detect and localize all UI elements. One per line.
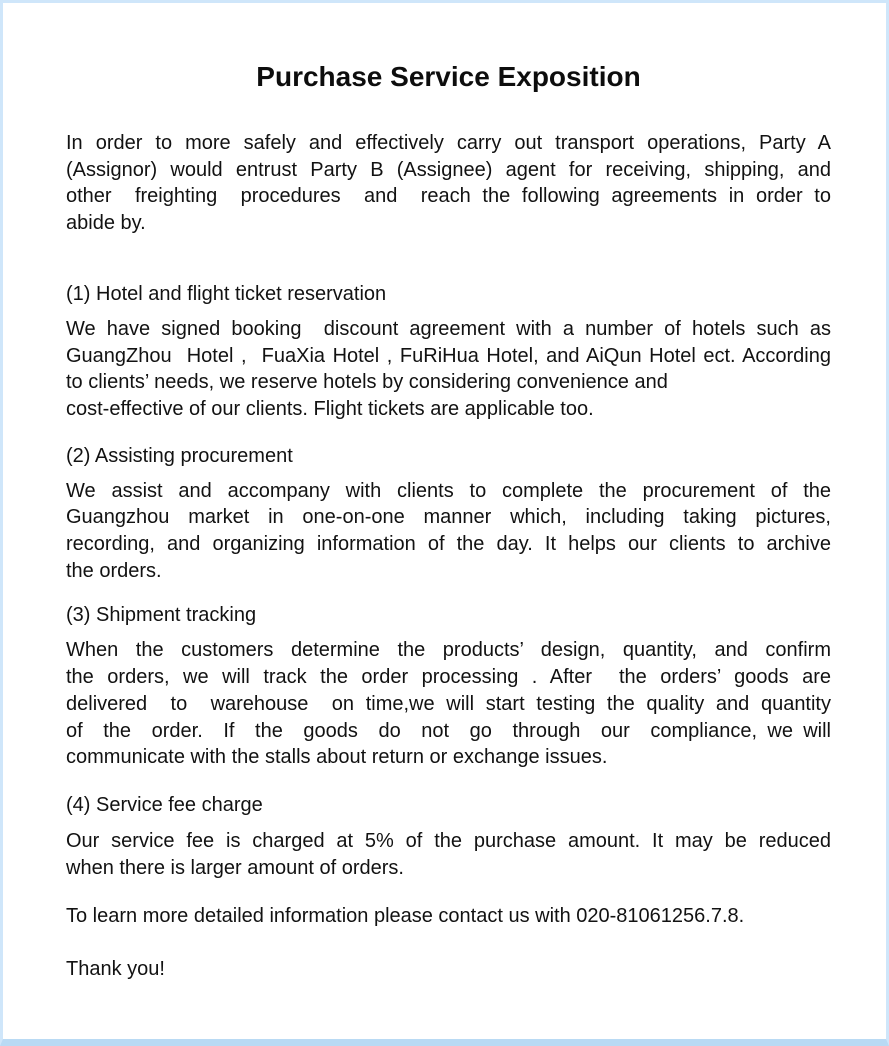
text-line: abide by.	[66, 212, 146, 235]
section-2-heading: (2) Assisting procurement	[66, 444, 293, 467]
contact-line: To learn more detailed information please contact us with 020-81061256.7.8.	[66, 905, 745, 928]
text-line: (Assignor) would entrust Party B (Assignee) agent for receiving, shipping, and	[66, 158, 831, 181]
text-line: the orders.	[66, 559, 162, 582]
text-line: We have signed booking discount agreement with a number of hotels such as	[66, 317, 831, 340]
contact-paragraph	[66, 903, 831, 930]
document-title: Purchase Service Exposition	[256, 61, 641, 92]
text-line: when there is larger amount of orders.	[66, 856, 404, 879]
text-line: to clients’ needs, we reserve hotels by considering convenience and	[66, 371, 668, 394]
text-line: other freighting procedures and reach the following agreements in order to	[66, 185, 831, 208]
text-line: the orders, we will track the order processing . After the orders’ goods are	[66, 666, 831, 689]
text-line: communicate with the stalls about return or exchange issues.	[66, 746, 608, 769]
text-line: delivered to warehouse on time,we will start testing the quality and quantity	[66, 692, 831, 715]
section-4-body	[66, 828, 831, 881]
intro-paragraph	[66, 130, 831, 237]
text-line: Guangzhou market in one-on-one manner which, including taking pictures,	[66, 506, 831, 529]
section-1-heading: (1) Hotel and flight ticket reservation	[66, 282, 387, 305]
text-line: cost-effective of our clients. Flight tickets are applicable too.	[66, 397, 594, 420]
section-2-body	[66, 478, 831, 585]
section-3-heading: (3) Shipment tracking	[66, 604, 257, 627]
text-line: of the order. If the goods do not go through our compliance, we will	[66, 719, 831, 742]
closing-paragraph	[66, 956, 831, 983]
text-line: When the customers determine the products’ design, quantity, and confirm	[66, 639, 831, 662]
text-line: Our service fee is charged at 5% of the purchase amount. It may be reduced	[66, 829, 831, 852]
text-line: We assist and accompany with clients to complete the procurement of the	[66, 479, 831, 502]
text-line: GuangZhou Hotel , FuaXia Hotel , FuRiHua Hotel, and AiQun Hotel ect. According	[66, 344, 831, 367]
closing-line: Thank you!	[66, 958, 165, 981]
section-4-heading: (4) Service fee charge	[66, 793, 263, 816]
text-line: recording, and organizing information of the day. It helps our clients to archive	[66, 533, 831, 556]
text-line: In order to more safely and effectively carry out transport operations, Party A	[66, 132, 831, 154]
section-1-body	[66, 316, 831, 423]
section-3-body	[66, 637, 831, 771]
